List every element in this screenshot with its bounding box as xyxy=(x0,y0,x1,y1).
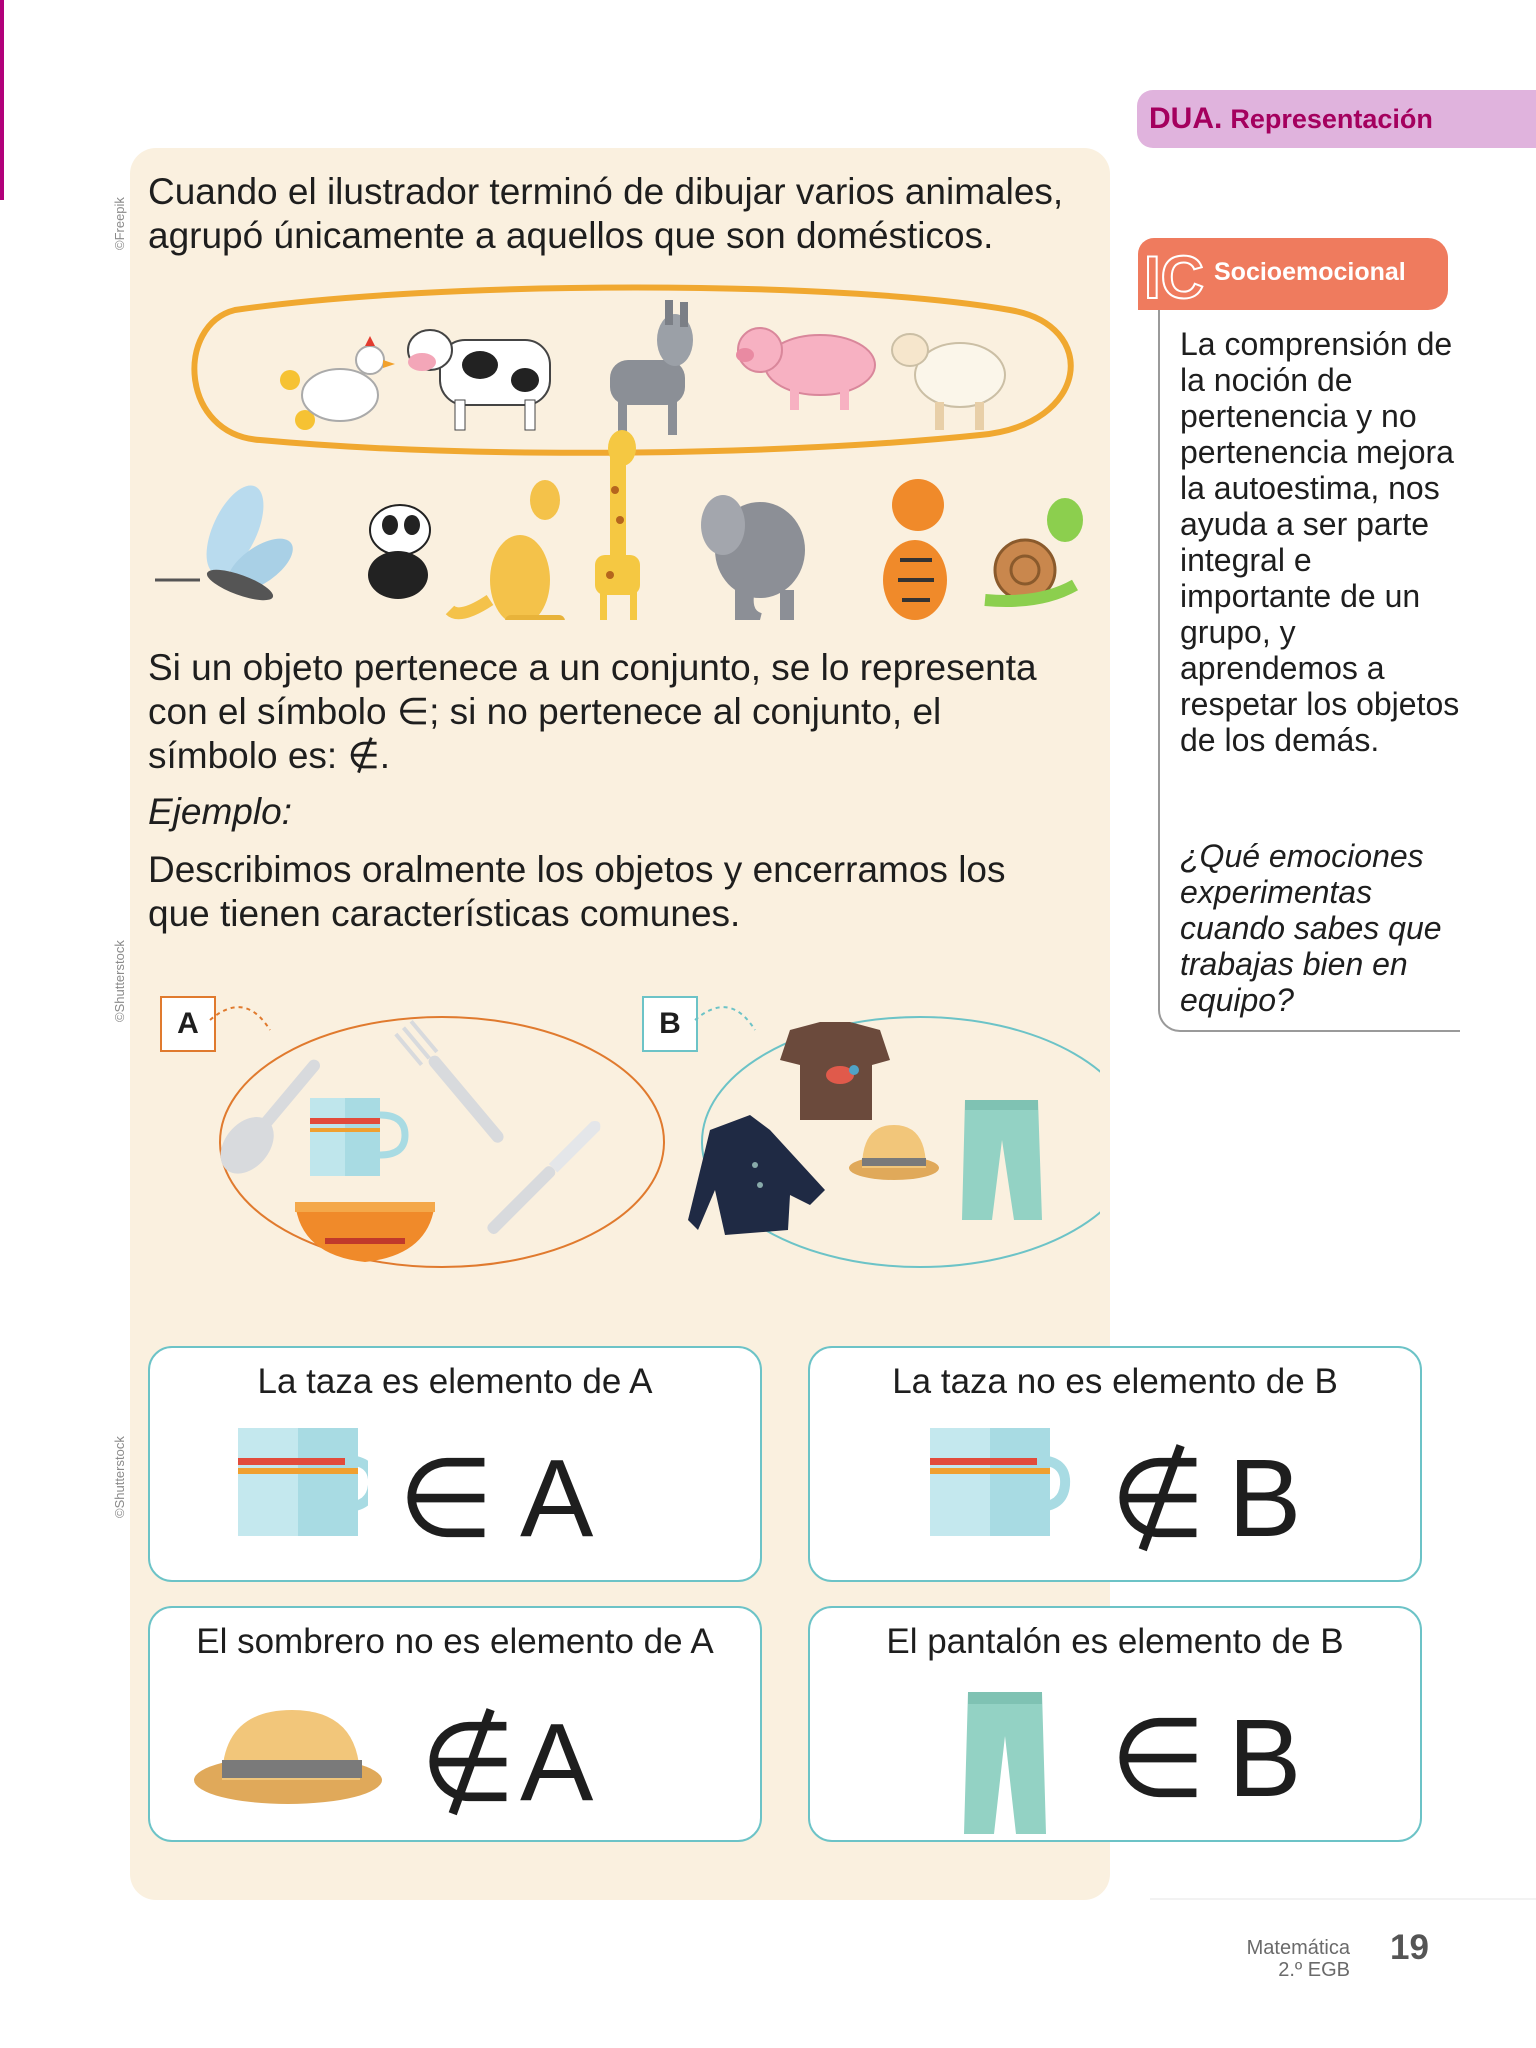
set-name: A xyxy=(520,1701,594,1824)
image-credit: ©Shutterstock xyxy=(112,1436,127,1518)
dua-tag-bold: DUA. xyxy=(1149,102,1223,135)
sheep-icon xyxy=(892,334,1005,430)
card-title: El sombrero no es elemento de A xyxy=(196,1622,714,1661)
set-name: A xyxy=(520,1437,594,1560)
pants-icon xyxy=(962,1100,1042,1220)
footer-divider xyxy=(1150,1898,1536,1900)
membership-card xyxy=(808,1606,1422,1842)
cup-icon xyxy=(238,1428,368,1538)
set-a-outline xyxy=(220,1017,664,1267)
cup-icon xyxy=(930,1428,1080,1538)
margin-accent-bar xyxy=(0,0,4,200)
instruction-text: Describimos oralmente los objetos y encerramos los que tienen características comunes. xyxy=(148,849,1006,934)
not-element-of-symbol: ∉ xyxy=(420,1701,516,1824)
panda-icon xyxy=(368,505,430,599)
element-of-symbol: ∈ xyxy=(1110,1697,1206,1820)
giraffe-icon xyxy=(595,430,640,620)
fork-icon xyxy=(394,1020,509,1150)
cup-icon xyxy=(310,1098,405,1176)
jacket-icon xyxy=(688,1115,825,1235)
intro-text: Cuando el ilustrador terminó de dibujar varios animales, agrupó únicamente a aquellos que son domésticos. xyxy=(148,171,1064,256)
dua-tag-text: Representación xyxy=(1230,103,1433,134)
set-name: B xyxy=(1228,1437,1302,1560)
pants-icon xyxy=(960,1686,1050,1836)
page-number: 19 xyxy=(1390,1928,1429,1967)
kangaroo-icon xyxy=(450,480,565,620)
not-element-of-symbol: ∉ xyxy=(1110,1437,1206,1560)
hat-icon xyxy=(192,1698,392,1818)
hen-icon xyxy=(280,336,395,430)
snail-icon xyxy=(985,498,1083,601)
animals-illustration xyxy=(140,280,1100,620)
membership-card xyxy=(148,1346,762,1582)
set-b-label: B xyxy=(642,996,698,1052)
donkey-icon xyxy=(610,300,693,435)
set-a-label: A xyxy=(160,996,216,1052)
hat-icon xyxy=(849,1125,939,1180)
mosquito-icon xyxy=(155,477,301,606)
membership-card xyxy=(808,1346,1422,1582)
image-credit: ©Freepik xyxy=(112,197,127,250)
sets-illustration xyxy=(150,990,1100,1290)
example-label: Ejemplo: xyxy=(148,791,292,832)
bowl-icon xyxy=(295,1202,435,1262)
cow-icon xyxy=(408,330,550,430)
membership-card xyxy=(148,1606,762,1842)
dua-tag xyxy=(1137,90,1536,148)
card-title: La taza no es elemento de B xyxy=(892,1362,1338,1401)
socioemotional-text: La comprensión de la noción de pertenencia y no pertenencia mejora la autoestima, nos ayuda a ser parte integral e importante de un grupo, y aprendemos a respetar los objetos de los demás. xyxy=(1180,326,1460,758)
socioemotional-tab xyxy=(1138,238,1448,310)
socioemotional-label: Socioemocional xyxy=(1214,258,1406,286)
image-credit: ©Shutterstock xyxy=(112,940,127,1022)
socioemotional-question: ¿Qué emociones experimentas cuando sabes que trabajas bien en equipo? xyxy=(1180,838,1442,1018)
footer-subject: Matemática 2.º EGB xyxy=(1246,1937,1350,1981)
elephant-icon xyxy=(701,495,805,620)
ic-logo-icon xyxy=(1144,248,1214,303)
pig-icon xyxy=(736,328,875,410)
svg-text:IC: IC xyxy=(1144,248,1204,303)
t-shirt-icon xyxy=(780,1022,890,1120)
tiger-icon xyxy=(883,479,947,620)
card-title: El pantalón es elemento de B xyxy=(886,1622,1344,1661)
card-title: La taza es elemento de A xyxy=(257,1362,653,1401)
set-name: B xyxy=(1228,1697,1302,1820)
rule-text: Si un objeto pertenece a un conjunto, se lo representa con el símbolo ∈; si no pertenece al conjunto, el símbolo es: ∉. xyxy=(148,647,1037,776)
element-of-symbol: ∈ xyxy=(398,1437,494,1560)
